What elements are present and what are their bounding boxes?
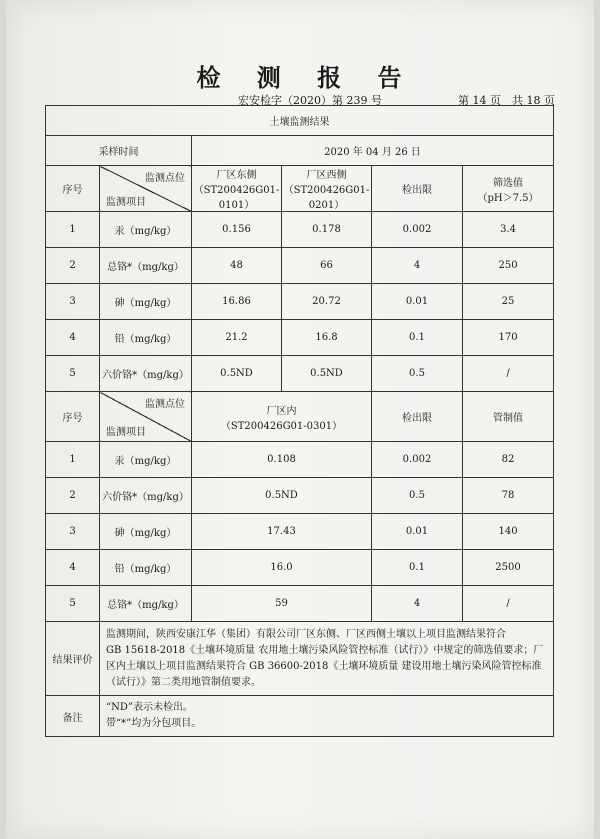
soil-monitoring-table bbox=[45, 105, 554, 737]
row-item: 砷（mg/kg） bbox=[100, 284, 192, 320]
sampling-date: 2020 年 04 月 26 日 bbox=[192, 136, 554, 166]
row-value-inner: 16.0 bbox=[192, 550, 372, 586]
row-value-east: 0.156 bbox=[192, 212, 282, 248]
row-value-inner: 0.108 bbox=[192, 442, 372, 478]
row-limit: 0.5 bbox=[372, 478, 463, 514]
evaluation-line: （试行）》第二类用地管制值要求。 bbox=[106, 676, 261, 688]
row-limit: 0.002 bbox=[372, 212, 463, 248]
row-value-west: 0.178 bbox=[282, 212, 372, 248]
table-row bbox=[46, 550, 554, 586]
row-standard: 78 bbox=[463, 478, 554, 514]
diag-top-label: 监测点位 bbox=[145, 173, 185, 184]
remarks-text bbox=[100, 696, 554, 737]
row-seq: 4 bbox=[46, 320, 100, 356]
evaluation-line: GB 15618-2018《土壤环境质量 农用地土壤污染风险管控标准（试行）》中规定的筛选值要求；厂 bbox=[106, 644, 544, 656]
row-seq: 1 bbox=[46, 442, 100, 478]
point1-code: （ST200426G01-0101） bbox=[193, 185, 280, 211]
row-seq: 3 bbox=[46, 284, 100, 320]
table-row bbox=[46, 478, 554, 514]
table-row bbox=[46, 212, 554, 248]
row-standard: 2500 bbox=[463, 550, 554, 586]
row-seq: 2 bbox=[46, 478, 100, 514]
row-limit: 0.01 bbox=[372, 514, 463, 550]
row-limit: 0.5 bbox=[372, 356, 463, 392]
diag-bottom-label: 监测项目 bbox=[106, 427, 146, 438]
table1-limit-header: 检出限 bbox=[372, 166, 463, 212]
row-value-west: 16.8 bbox=[282, 320, 372, 356]
row-standard: / bbox=[463, 586, 554, 622]
row-limit: 0.1 bbox=[372, 320, 463, 356]
row-item: 汞（mg/kg） bbox=[100, 212, 192, 248]
row-value-east: 16.86 bbox=[192, 284, 282, 320]
table-row bbox=[46, 248, 554, 284]
row-item: 砷（mg/kg） bbox=[100, 514, 192, 550]
section-title: 土壤监测结果 bbox=[46, 106, 554, 136]
screen-header bbox=[463, 166, 554, 212]
point2-code: （ST200426G01-0201） bbox=[283, 185, 370, 211]
row-value-west: 66 bbox=[282, 248, 372, 284]
row-value-east: 48 bbox=[192, 248, 282, 284]
table1-diag-header bbox=[100, 166, 192, 212]
row-seq: 5 bbox=[46, 586, 100, 622]
remarks-line: “ND”表示未检出。 bbox=[106, 702, 193, 713]
row-standard: 250 bbox=[463, 248, 554, 284]
point2-header bbox=[282, 166, 372, 212]
table-row bbox=[46, 356, 554, 392]
point2-name: 厂区西侧 bbox=[306, 170, 347, 181]
row-item: 汞（mg/kg） bbox=[100, 442, 192, 478]
sampling-row bbox=[46, 136, 554, 166]
row-seq: 3 bbox=[46, 514, 100, 550]
evaluation-text bbox=[100, 622, 554, 696]
row-limit: 0.01 bbox=[372, 284, 463, 320]
inner-point-header bbox=[192, 392, 372, 442]
remarks-label: 备注 bbox=[46, 696, 100, 737]
diag-bottom-label: 监测项目 bbox=[106, 197, 146, 208]
row-value-east: 0.5ND bbox=[192, 356, 282, 392]
page-title: 检 测 报 告 bbox=[196, 64, 416, 92]
row-item: 铅（mg/kg） bbox=[100, 320, 192, 356]
diag-top-label: 监测点位 bbox=[145, 399, 185, 410]
row-value-inner: 59 bbox=[192, 586, 372, 622]
row-seq: 5 bbox=[46, 356, 100, 392]
page-info: 第 14 页 共 18 页 bbox=[458, 94, 555, 107]
row-standard: 82 bbox=[463, 442, 554, 478]
row-value-east: 21.2 bbox=[192, 320, 282, 356]
report-number: 宏安检字（2020）第 239 号 bbox=[238, 94, 382, 107]
row-seq: 4 bbox=[46, 550, 100, 586]
row-limit: 4 bbox=[372, 586, 463, 622]
row-standard: 170 bbox=[463, 320, 554, 356]
remarks-row bbox=[46, 696, 554, 737]
row-standard: 3.4 bbox=[463, 212, 554, 248]
evaluation-line: 监测期间，陕西安康江华（集团）有限公司厂区东侧、厂区西侧土壤以上项目监测结果符合 bbox=[106, 628, 506, 640]
row-item: 总铬*（mg/kg） bbox=[100, 586, 192, 622]
screen-name: 筛选值 bbox=[493, 177, 524, 189]
row-standard: 25 bbox=[463, 284, 554, 320]
table-row bbox=[46, 586, 554, 622]
row-item: 总铬*（mg/kg） bbox=[100, 248, 192, 284]
inner-point-code: （ST200426G01-0301） bbox=[220, 420, 343, 432]
table2-seq-header: 序号 bbox=[46, 392, 100, 442]
point1-name: 厂区东侧 bbox=[216, 170, 257, 181]
row-seq: 2 bbox=[46, 248, 100, 284]
row-standard: 140 bbox=[463, 514, 554, 550]
row-seq: 1 bbox=[46, 212, 100, 248]
row-value-west: 0.5ND bbox=[282, 356, 372, 392]
row-value-inner: 0.5ND bbox=[192, 478, 372, 514]
evaluation-line: 区内土壤以上项目监测结果符合 GB 36600-2018《土壤环境质量 建设用地土壤污染风险管控标准 bbox=[106, 660, 542, 672]
row-item: 六价铬*（mg/kg） bbox=[100, 356, 192, 392]
row-limit: 4 bbox=[372, 248, 463, 284]
control-header: 管制值 bbox=[463, 392, 554, 442]
table-row bbox=[46, 284, 554, 320]
table2-header-row bbox=[46, 392, 554, 442]
table2-limit-header: 检出限 bbox=[372, 392, 463, 442]
sampling-label: 采样时间 bbox=[46, 136, 192, 166]
evaluation-label: 结果评价 bbox=[46, 622, 100, 696]
point1-header bbox=[192, 166, 282, 212]
evaluation-row bbox=[46, 622, 554, 696]
row-item: 六价铬*（mg/kg） bbox=[100, 478, 192, 514]
row-limit: 0.1 bbox=[372, 550, 463, 586]
row-item: 铅（mg/kg） bbox=[100, 550, 192, 586]
row-standard: / bbox=[463, 356, 554, 392]
table1-header-row bbox=[46, 166, 554, 212]
row-limit: 0.002 bbox=[372, 442, 463, 478]
screen-cond: （pH＞7.5） bbox=[477, 192, 539, 204]
section-title-row bbox=[46, 106, 554, 136]
table-row bbox=[46, 514, 554, 550]
table-row bbox=[46, 442, 554, 478]
remarks-line: 带“*”均为分包项目。 bbox=[106, 718, 202, 729]
table2-diag-header bbox=[100, 392, 192, 442]
table-row bbox=[46, 320, 554, 356]
row-value-inner: 17.43 bbox=[192, 514, 372, 550]
inner-point-name: 厂区内 bbox=[266, 405, 297, 417]
row-value-west: 20.72 bbox=[282, 284, 372, 320]
table1-seq-header: 序号 bbox=[46, 166, 100, 212]
